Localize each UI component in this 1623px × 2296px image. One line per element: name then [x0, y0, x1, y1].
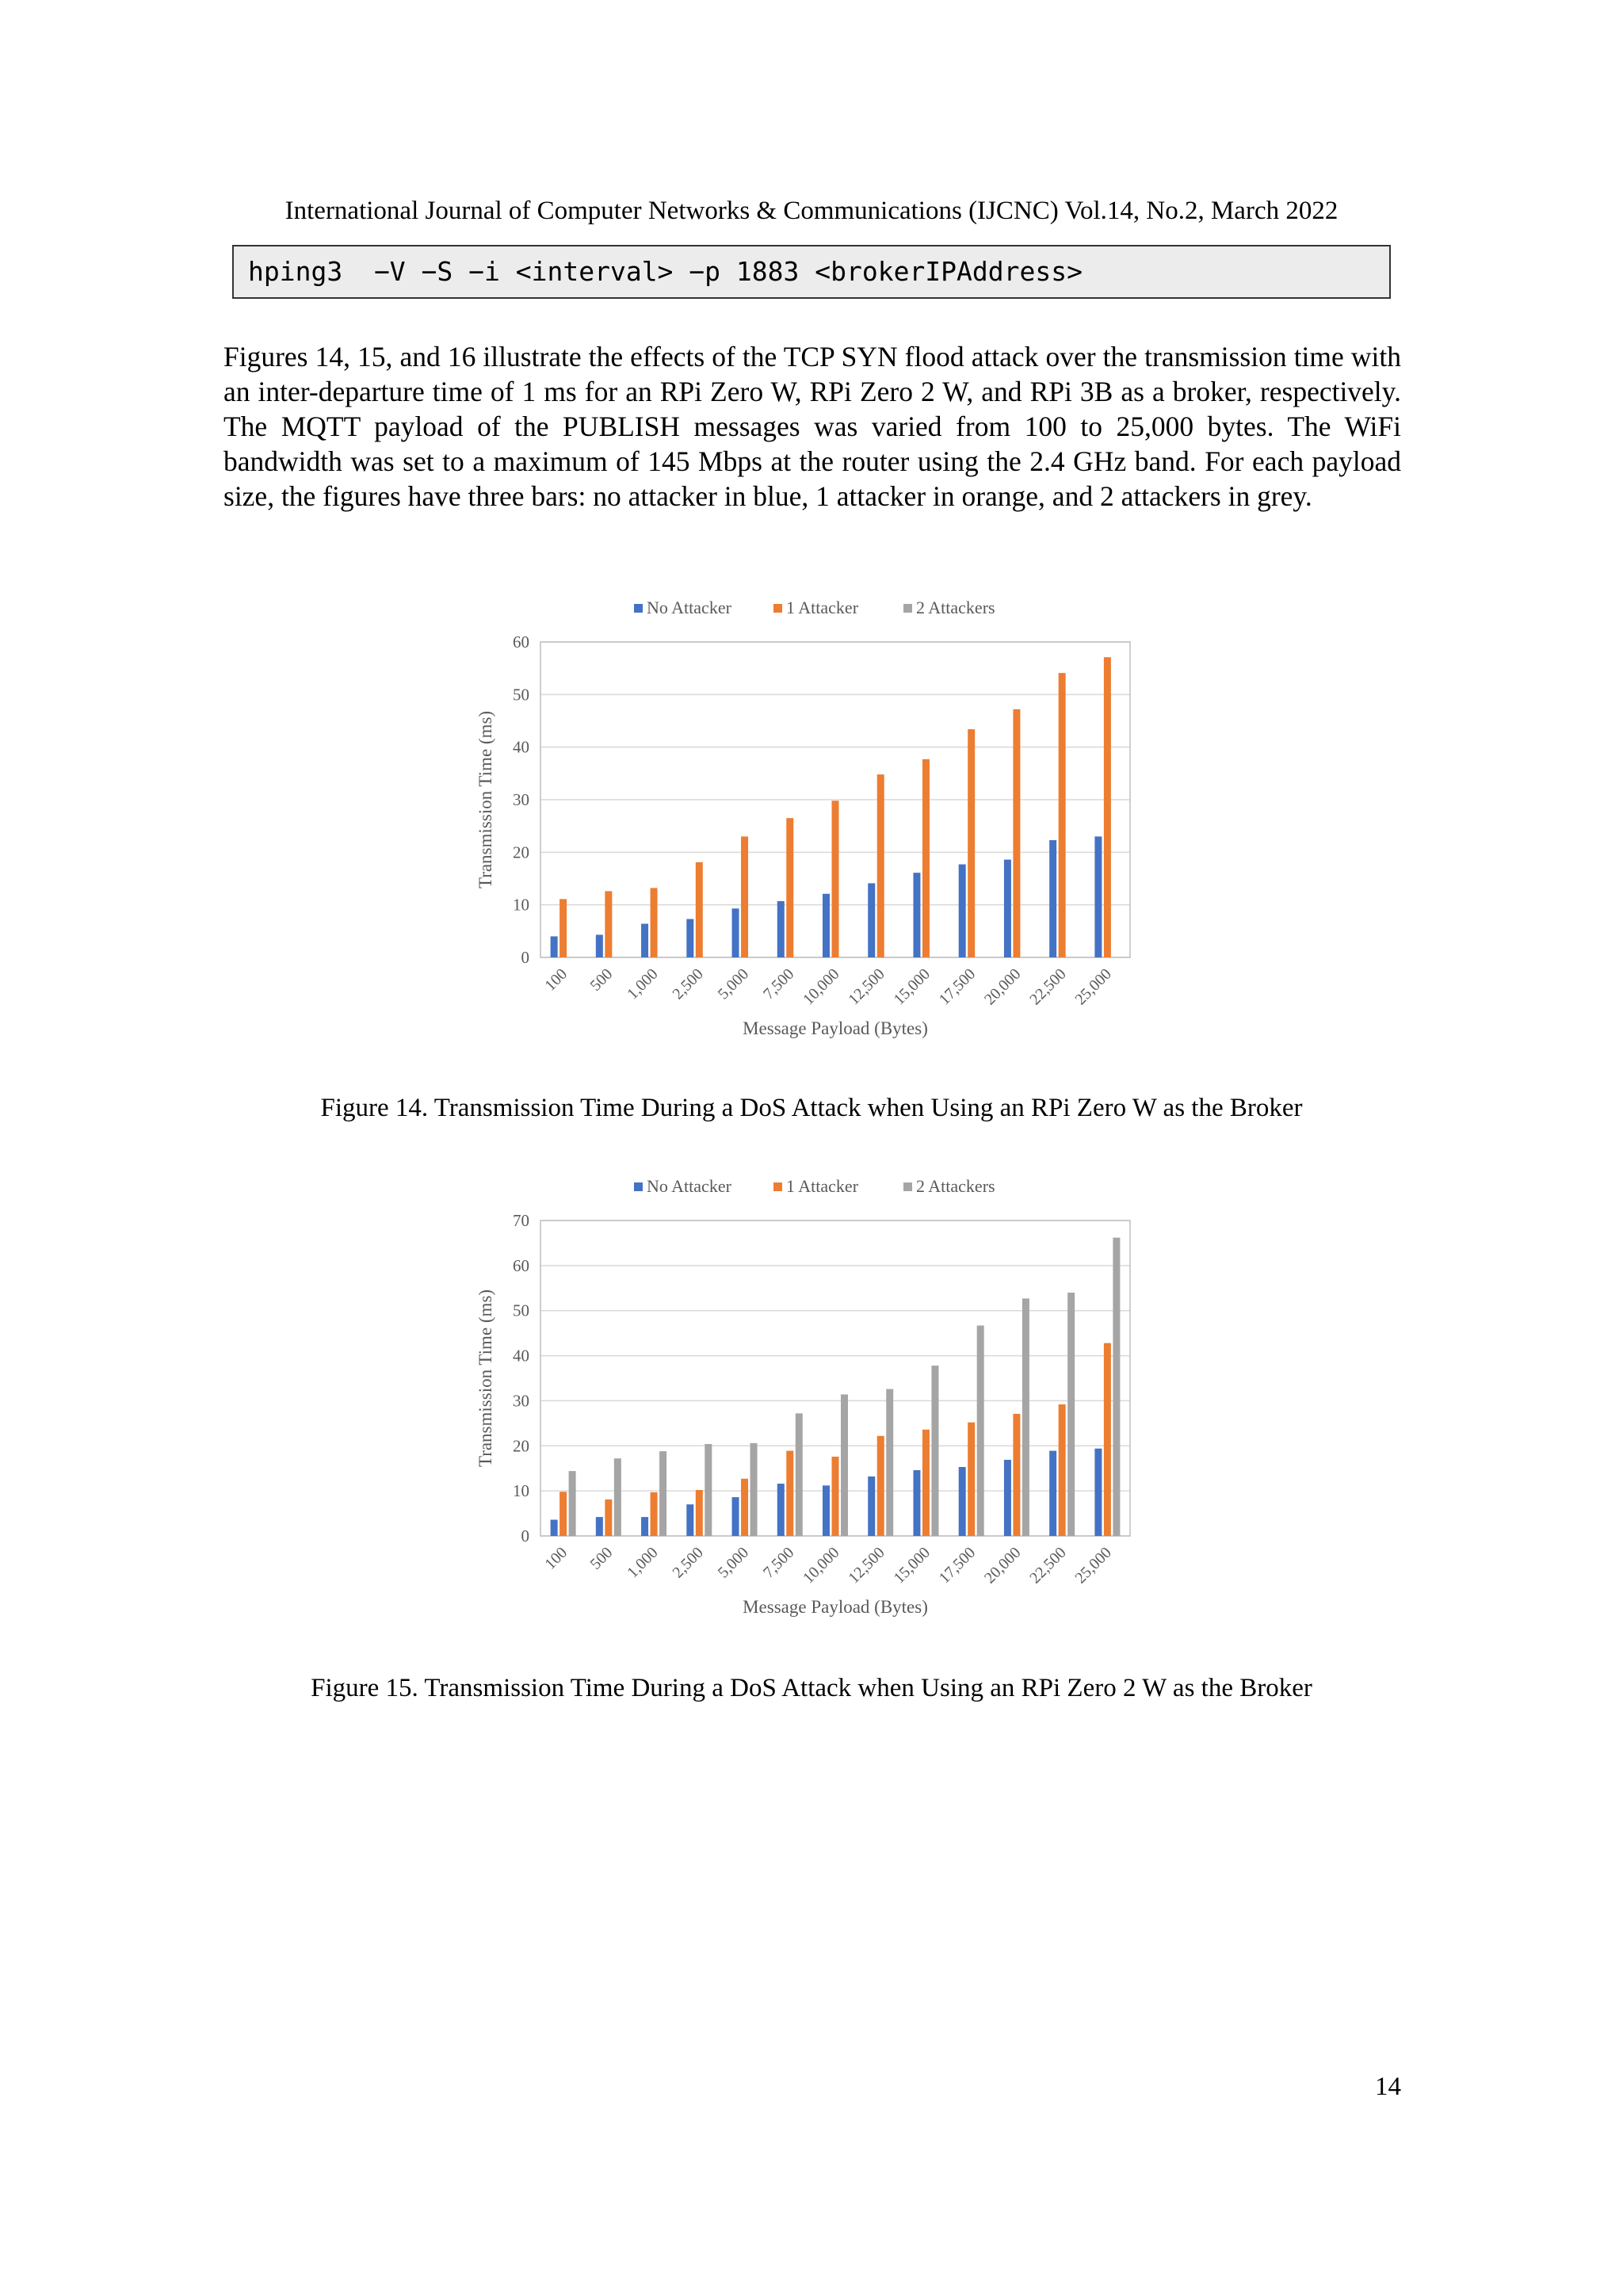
legend-swatch [903, 1182, 912, 1191]
bar-2-attackers [614, 1458, 621, 1536]
bar-2-attackers [841, 1394, 848, 1536]
bar-no-attacker [868, 1477, 875, 1536]
x-tick-label: 2,500 [669, 965, 707, 1003]
bar-1-attacker [741, 1479, 748, 1536]
x-tick-label: 5,000 [714, 965, 753, 1003]
bar-1-attacker [922, 759, 930, 957]
bar-1-attacker [877, 774, 884, 957]
figure-14-caption: Figure 14. Transmission Time During a DoS Attack when Using an RPi Zero W as the Broker [320, 1094, 1303, 1122]
x-tick-label: 15,000 [890, 965, 934, 1009]
legend-label: 2 Attackers [916, 598, 995, 617]
bar-1-attacker [968, 1423, 975, 1536]
y-tick-label: 50 [513, 1301, 529, 1320]
bar-1-attacker [832, 800, 839, 957]
bar-2-attackers [705, 1444, 712, 1536]
x-tick-label: 7,500 [759, 965, 798, 1003]
x-tick-label: 500 [586, 965, 617, 995]
bar-1-attacker [786, 1451, 793, 1536]
y-axis-title: Transmission Time (ms) [475, 710, 495, 889]
bar-no-attacker [1004, 860, 1011, 957]
bar-no-attacker [777, 901, 785, 957]
x-tick-label: 100 [541, 1543, 571, 1573]
legend-swatch [634, 1182, 643, 1191]
bar-1-attacker [786, 818, 793, 957]
bar-no-attacker [913, 873, 920, 957]
x-tick-label: 20,000 [981, 965, 1025, 1009]
bar-no-attacker [1094, 1449, 1102, 1536]
y-tick-label: 0 [521, 1526, 529, 1545]
x-tick-label: 5,000 [714, 1543, 753, 1582]
y-tick-label: 60 [513, 1255, 529, 1275]
bar-no-attacker [959, 1467, 966, 1536]
legend-swatch [634, 604, 643, 613]
y-tick-label: 50 [513, 685, 529, 705]
y-tick-label: 60 [513, 632, 529, 651]
bar-2-attackers [750, 1443, 758, 1536]
legend-swatch [903, 604, 912, 613]
bar-no-attacker [686, 1504, 693, 1536]
bar-no-attacker [596, 934, 603, 957]
bar-1-attacker [651, 1492, 658, 1536]
bar-2-attackers [931, 1366, 938, 1536]
bar-no-attacker [1094, 836, 1102, 957]
bar-1-attacker [696, 862, 703, 957]
legend-label: No Attacker [647, 1176, 731, 1196]
bar-1-attacker [1059, 1404, 1066, 1536]
bar-no-attacker [1004, 1460, 1011, 1536]
y-tick-label: 20 [513, 842, 529, 862]
legend-label: 2 Attackers [916, 1176, 995, 1196]
bar-no-attacker [641, 924, 648, 957]
y-axis-title: Transmission Time (ms) [475, 1289, 495, 1468]
y-tick-label: 40 [513, 737, 529, 757]
x-tick-label: 17,500 [935, 1543, 980, 1587]
bar-1-attacker [741, 836, 748, 957]
x-tick-label: 1,000 [624, 1543, 662, 1582]
bar-no-attacker [551, 1520, 558, 1536]
x-tick-label: 12,500 [845, 1543, 888, 1587]
bar-2-attackers [569, 1471, 576, 1536]
journal-header: International Journal of Computer Networks & Communications (IJCNC) Vol.14, No.2, March 2022 [285, 197, 1338, 225]
bar-1-attacker [1059, 673, 1066, 957]
bar-1-attacker [1104, 657, 1111, 957]
bar-1-attacker [832, 1457, 839, 1536]
figure-15-chart [460, 1161, 1173, 1637]
bar-1-attacker [968, 729, 975, 957]
figure-14-chart [460, 583, 1173, 1058]
x-tick-label: 10,000 [800, 965, 843, 1009]
x-tick-label: 10,000 [800, 1543, 843, 1587]
x-tick-label: 2,500 [669, 1543, 707, 1582]
bar-1-attacker [605, 891, 612, 957]
bar-1-attacker [696, 1490, 703, 1536]
x-tick-label: 25,000 [1071, 1543, 1115, 1587]
bar-1-attacker [605, 1499, 612, 1536]
bar-1-attacker [559, 1492, 567, 1536]
legend-label: 1 Attacker [786, 598, 859, 617]
bar-no-attacker [732, 1497, 739, 1536]
y-tick-label: 30 [513, 1391, 529, 1411]
bar-2-attackers [659, 1451, 666, 1536]
x-tick-label: 25,000 [1071, 965, 1115, 1009]
bar-no-attacker [686, 919, 693, 957]
figure-15-caption: Figure 15. Transmission Time During a DoS Attack when Using an RPi Zero 2 W as the Broker [311, 1674, 1312, 1702]
x-tick-label: 22,500 [1026, 1543, 1070, 1587]
bar-2-attackers [1067, 1293, 1075, 1536]
x-tick-label: 500 [586, 1543, 617, 1573]
code-block: hping3 −V −S −i <interval> −p 1883 <brokerIPAddress> [232, 245, 1391, 299]
bar-no-attacker [913, 1470, 920, 1536]
x-tick-label: 22,500 [1026, 965, 1070, 1009]
x-axis-title: Message Payload (Bytes) [743, 1597, 928, 1617]
bar-no-attacker [823, 1485, 830, 1536]
y-tick-label: 30 [513, 790, 529, 809]
y-tick-label: 0 [521, 948, 529, 967]
bar-2-attackers [1022, 1298, 1029, 1536]
bar-no-attacker [823, 894, 830, 957]
legend-label: 1 Attacker [786, 1176, 859, 1196]
bar-1-attacker [922, 1430, 930, 1536]
bar-no-attacker [777, 1484, 785, 1536]
bar-no-attacker [1049, 840, 1056, 957]
bar-1-attacker [559, 899, 567, 957]
x-tick-label: 100 [541, 965, 571, 995]
bar-1-attacker [1013, 1414, 1020, 1536]
x-tick-label: 20,000 [981, 1543, 1025, 1587]
bar-no-attacker [732, 908, 739, 957]
figure-14-svg [460, 583, 1173, 1058]
bar-no-attacker [959, 865, 966, 957]
y-tick-label: 10 [513, 895, 529, 915]
bar-no-attacker [551, 936, 558, 957]
legend-swatch [773, 1182, 782, 1191]
y-tick-label: 40 [513, 1346, 529, 1366]
bar-no-attacker [641, 1517, 648, 1536]
bar-2-attackers [1113, 1238, 1120, 1536]
legend-swatch [773, 604, 782, 613]
bar-1-attacker [651, 888, 658, 957]
y-tick-label: 70 [513, 1211, 529, 1230]
x-tick-label: 1,000 [624, 965, 662, 1003]
bar-2-attackers [796, 1413, 803, 1536]
y-tick-label: 20 [513, 1436, 529, 1456]
bar-no-attacker [1049, 1451, 1056, 1536]
x-tick-label: 15,000 [890, 1543, 934, 1587]
bar-2-attackers [886, 1389, 893, 1536]
x-axis-title: Message Payload (Bytes) [743, 1018, 928, 1038]
x-tick-label: 7,500 [759, 1543, 798, 1582]
bar-no-attacker [596, 1517, 603, 1536]
legend-label: No Attacker [647, 598, 731, 617]
bar-1-attacker [1104, 1343, 1111, 1536]
x-tick-label: 12,500 [845, 965, 888, 1009]
page-number: 14 [1375, 2073, 1401, 2101]
body-paragraph: Figures 14, 15, and 16 illustrate the effects of the TCP SYN flood attack over the transmission time with an inter-departure time of 1 ms for an RPi Zero W, RPi Zero 2 W, and RPi 3B as a broker, respectively. The MQTT payload of the PUBLISH messages was varied from 100 to 25,000 bytes. The WiFi bandwidth was set to a maximum of 145 Mbps at the router using the 2.4 GHz band. For each payload size, the figures have three bars: no attacker in blue, 1 attacker in orange, and 2 attackers in grey. [223, 341, 1401, 512]
bar-no-attacker [868, 883, 875, 957]
x-tick-label: 17,500 [935, 965, 980, 1009]
bar-1-attacker [877, 1436, 884, 1536]
figure-15-svg [460, 1161, 1173, 1637]
bar-2-attackers [977, 1325, 984, 1536]
bar-1-attacker [1013, 709, 1020, 957]
y-tick-label: 10 [513, 1481, 529, 1501]
